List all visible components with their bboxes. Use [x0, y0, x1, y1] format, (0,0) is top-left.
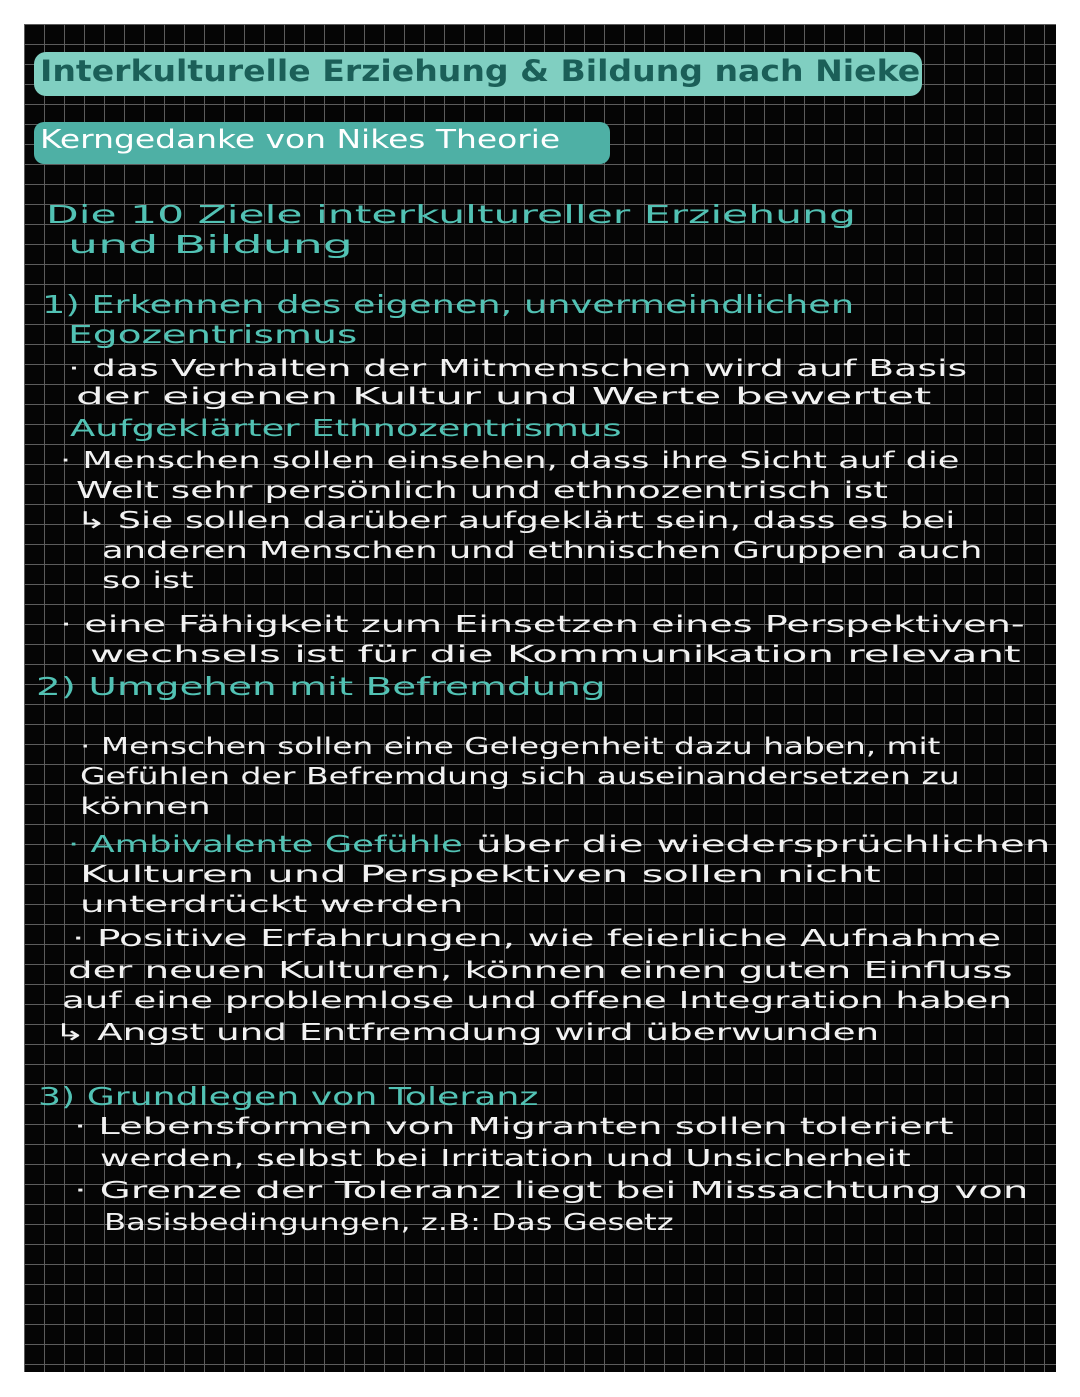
heading-line-2: und Bildung	[68, 230, 353, 259]
page-subtitle: Kerngedanke von Nikes Theorie	[40, 125, 561, 155]
page-title: Interkulturelle Erziehung & Bildung nach Nieke	[40, 54, 921, 88]
goal-2-bullet-1-line-1: · Menschen sollen eine Gelegenheit dazu haben, mit	[80, 734, 941, 760]
goal-2-bullet-2-line-3: unterdrückt werden	[80, 892, 464, 918]
goal-1-bullet-2-line-4: anderen Menschen und ethnischen Gruppen auch	[102, 538, 983, 564]
goal-1-title-cont: Egozentrismus	[68, 320, 358, 349]
heading-line-1: Die 10 Ziele interkultureller Erziehung	[46, 200, 856, 229]
goal-3-bullet-1-line-2: werden, selbst bei Irritation und Unsicherheit	[100, 1146, 911, 1172]
goal-1-subheading: Aufgeklärter Ethnozentrismus	[70, 416, 622, 442]
note-page	[24, 24, 1056, 1372]
goal-3-bullet-2-line-1: · Grenze der Toleranz liegt bei Missachtung von	[74, 1178, 1029, 1204]
goal-1-bullet-1-line-1: · das Verhalten der Mitmenschen wird auf Basis	[68, 356, 968, 382]
goal-2-bullet-3-line-1: · Positive Erfahrungen, wie feierliche Aufnahme	[72, 926, 1002, 952]
goal-3-bullet-1-line-1: · Lebensformen von Migranten sollen toleriert	[74, 1114, 954, 1140]
goal-2-bullet-2-highlight: · Ambivalente Gefühle	[68, 832, 463, 858]
goal-2-bullet-2-line-1: über die wiedersprüchlichen	[476, 832, 1051, 858]
goal-2-bullet-3-line-3: auf eine problemlose und offene Integration haben	[62, 988, 1012, 1014]
goal-2-bullet-1-line-3: können	[80, 794, 211, 820]
goal-2-bullet-1-line-2: Gefühlen der Befremdung sich auseinandersetzen zu	[80, 764, 960, 790]
goal-1-bullet-2-line-3: ↳ Sie sollen darüber aufgeklärt sein, dass es bei	[76, 508, 956, 534]
goal-1-bullet-3-line-1: · eine Fähigkeit zum Einsetzen eines Perspektiven-	[60, 612, 1025, 638]
goal-2-bullet-2-line-2: Kulturen und Perspektiven sollen nicht	[80, 862, 881, 888]
goal-1-title: 1) Erkennen des eigenen, unvermeindlichen	[42, 290, 855, 319]
goal-2-bullet-3-line-2: der neuen Kulturen, können einen guten Einfluss	[68, 958, 1013, 984]
goal-3-bullet-2-line-2: Basisbedingungen, z.B: Das Gesetz	[104, 1210, 674, 1236]
goal-2-bullet-3-line-4: ↳ Angst und Entfremdung wird überwunden	[54, 1020, 880, 1046]
goal-1-bullet-2-line-2: Welt sehr persönlich und ethnozentrisch ist	[76, 478, 888, 504]
goal-1-bullet-2-line-1: · Menschen sollen einsehen, dass ihre Sicht auf die	[60, 448, 960, 474]
goal-1-bullet-2-line-5: so ist	[102, 568, 194, 594]
goal-1-bullet-3-line-2: wechsels ist für die Kommunikation relevant	[90, 642, 1021, 668]
goal-2-title: 2) Umgehen mit Befremdung	[36, 672, 606, 701]
goal-3-title: 3) Grundlegen von Toleranz	[38, 1082, 539, 1111]
goal-1-bullet-1-line-2: der eigenen Kultur und Werte bewertet	[76, 384, 932, 410]
